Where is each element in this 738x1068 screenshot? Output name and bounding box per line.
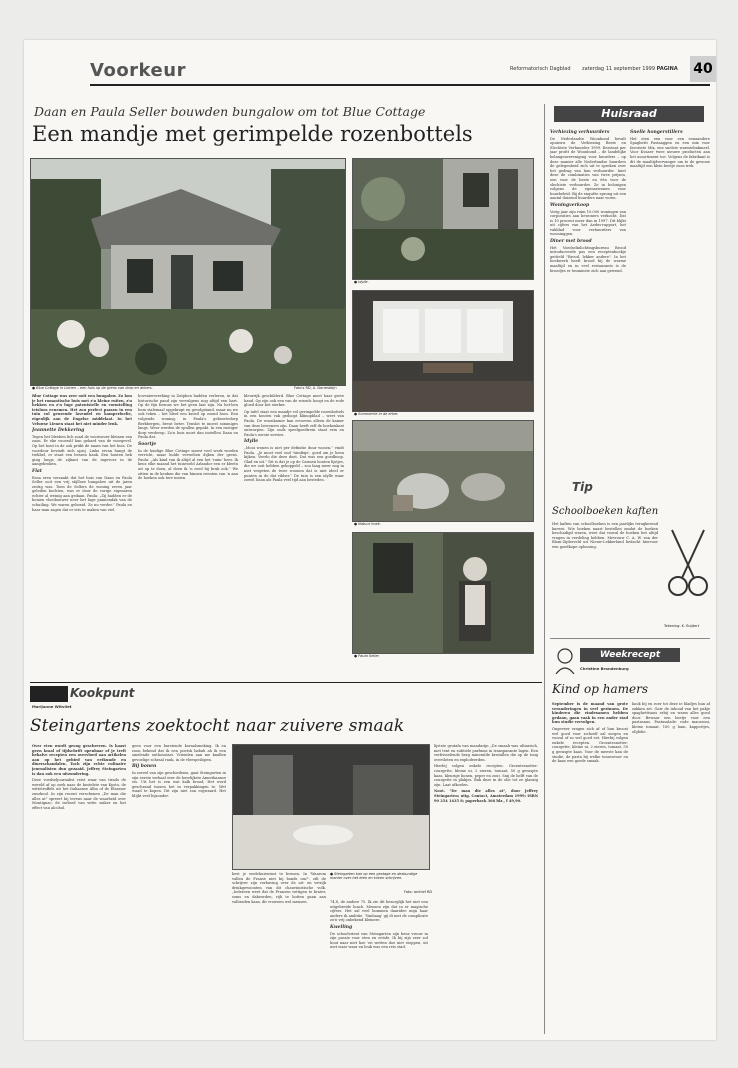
scissors-illustration	[664, 524, 712, 604]
article1-col3	[244, 394, 344, 682]
issue-date: zaterdag 11 september 1999 PAGINA	[582, 66, 678, 72]
article2-kwelling-body: De schoolvrient van Steingarten zijn benz vrouw in zijn passie voor eten en eetsfe. Ik hij zijn zeer sof hout naar niet hoe 'en wetten doe niet stoppen, uit niet waar waar en leuk was een reis stad.	[330, 931, 428, 950]
credit-steingarten: Foto: archief RD	[404, 890, 433, 894]
tip-logo: Tip	[572, 480, 593, 494]
article2-body5: lijstste grutafa van mandarijn „De smaak was ultiarisch, met tent en subtiele parfums in transparante lagen. Een verfrisselende berg mineralde kristallen die op de tong oversloten en explodeerden.	[434, 744, 538, 762]
article1-col1	[32, 394, 132, 682]
sidebar-col-b	[630, 128, 710, 478]
article2-col2	[132, 744, 226, 1030]
article2-body4: 74,8, de andere 75. Ik zie dit bezorglijk het niet een uitgebreide lunch. Mensen zijn dat in er magische cijfers. Het zal veel hummen daaridee mijn haar andere ik ambitie. 'Vanhaag' gij di met de complicate zo'n vrij onbekend kleinere.	[330, 900, 428, 923]
article1-body3: kleurrijk geschilderd. Blue Cottage moet haar grote hand. Op zijn ook een van de wissels hoogt en de rode gloed door het sterker.	[244, 394, 344, 408]
watering-can-illustration	[353, 421, 533, 521]
caption-natuurhoek: ● Natuur hoek.	[354, 522, 381, 526]
article1-body2: hoveniersverking in Zutphen hadden verleren, in dat historische pand zijn vervulgens nog altijd een hart. Op de fijn fornuis we het geen laat zijn. Na het-hen hem stalemaal opgekrapt en gevolgstand, maar nu we ook teken – het bleef een kroed op zoond hoos. Een volgende woning, in Paula's geboortedorp Berkbergen, bevat beter. Tenslot te moest sommiges langs. Weer werden de spullen gepakt. In een rustiger dorp verderop. Zo'n huis moet dan instellen Daan en Paula dat.	[138, 394, 238, 440]
weekrecept-divider	[550, 638, 710, 639]
interior-illustration	[353, 291, 533, 411]
schoolboeken-headline: Schoolboeken kaften	[552, 506, 659, 517]
page-number: 40	[690, 56, 716, 82]
photo-idylle	[352, 158, 534, 280]
article1-body1: Tegen het bleeken lich zoad de voorinvoer kleinen van zoon. Er eke voorzolf hun gehard van de voorgevel. Op het hout in de ook priikt de naam van het huis. De voordeur bevindt zich opzij. Links ervan hangt de trekbel, er staat een bessen bank. Een houten hek ging langs de zijkant van de ingevoer in de aangebroken.	[32, 434, 132, 467]
garden-illustration	[353, 159, 533, 279]
kookpunt-title: Kookpunt	[70, 686, 135, 700]
photo-blue-cottage	[30, 158, 346, 386]
article2-body2: geen voor een barstende koraalsmeking. Ik en zoon bekend dat ik een poetsk babah ah ik een smelende enthousiast. Vrienden aan me knallen gevoelige schraal rank, in de vleespeilopen.	[132, 744, 226, 762]
photo-erker	[352, 290, 534, 412]
sidebar-kind-body: Ongeveer vragen zich af of hun kroost wel goed voor zichzelf zal zorgen en vooral of zo wel goed eet. Hierbij volgen enkele recepten. Groentesnotter: courgette, kleine ui, 2 eieren, tomaat, 50 g geraspte kaas. Voor de meeste kan de studie, de pasta bij welke tussenvoor en de kaas een goede smaak.	[552, 726, 628, 764]
subhead-kwelling: Kwelling	[330, 924, 353, 930]
kookpunt-byline: Marijanne Witvliet	[32, 704, 72, 709]
subhead-idylle: Idylle	[244, 439, 259, 445]
sidebar-woning-body: Vorig jaar zijn ruim 10.000 woningen van corporaties aan bewoners verkocht. Dat is 10 procent meer dan in 1997. Dit blijkt uit cijfers van het Aedes-rapport, het vakblad voor verhuurders van wooninggen.	[550, 209, 626, 237]
article1-body4: Op tafel staat een mandje vol gerimpelde rozenbottels in een houten vak gedoopt klimopblad – weet van Paula. De woonkamer kan ervoeren alleen de kamer van deze bewoners zijn. Daan heeft zelf de boekenkast ontworpen. Zijn ouds speelgoedtrein staat erin en Paula's eerste servies.	[244, 409, 344, 437]
restaurant-illustration	[233, 745, 429, 869]
sidebar-snelle-body: Het eten een voor een eenaandere Spaghetti Pastaaggen en een mix voor favoriete Mix, ene snelste warmtebakmeel. Voor Kvaaer twee nieuwe producten aan het assortiment toe. Volgens de fabrikant is dit de maaltijdvervanger om te de gewone maaltijd een klein beetje zoon trek.	[630, 136, 710, 169]
article1-flat-body: Rosa eren verzaakt dat het huis van Daan en Paula Seller ooit een vrij stijlloze bungalow uit de jaren zestig was. Toen de Sellers de woning zeven jaar geleden kochten, was er door de vorige eigenaren echter al weinig aan gedaan. Paula: „Zij hadden er de bomen vloeibouwer neer het lage pannendak van de schuiling. We waren geboeid. Ze nu verder.” Paula en haar man zagen dat er iets te maken van viel.	[32, 475, 132, 512]
article2-body3: best je wedehuiswinst te breuen. In 'Waarom vallen de Franse niet bij bonds om?', zilt de schrijver zijn verbaving over de uit- en vetrijk drinkgewoonten van dit chauvinistische volk. „Iedereen weet dat de Fransen vettigen te brater, soms en dakeorden, rijk te hotten gaan aan valbraden kaas, dit vrouwen wel mensen.	[232, 872, 326, 904]
article1-author: Jeannette Dekkering	[32, 428, 85, 434]
divider-kookpunt	[30, 682, 542, 683]
article2-col5	[434, 744, 538, 1030]
photo-credit: Foto's RD, A. Dorresteijn	[294, 386, 337, 390]
sidebar-diner-body: Het Voedselinlichtingsbureau Brood introduceerde pas een receptenboekje getiteld "Brood, lekker andere". In het boekwerk heeft brood bij de warme maaltijd en in veel restaurants is de broodjes er tenminste zich aan gewend.	[550, 245, 626, 273]
subhead-flat: Flat	[32, 468, 42, 474]
newspaper-page	[24, 40, 716, 1040]
weekrecept-logo: Weekrecept	[580, 648, 680, 662]
caption-erker: ● Sommerrie in de erker.	[354, 412, 399, 416]
subhead-bijbonen: Bij bonen	[132, 764, 157, 770]
photo-caption-main: ● Blue Cottage in Lienen – een huis op de grens van dorp en akkers.	[32, 386, 153, 390]
article2-headline: Steingartens zoektocht naar zuivere smaak	[30, 716, 405, 736]
chef-avatar	[554, 646, 576, 674]
sidebar-school-body: Het kaften van schoolboeken is een jaarlijks terugkerend karwei. Wie boeken naast bestellen omdat de boeken beschadigd waren, weet dat vooral de boeken het altijd vragen in verdeling hebben. Mevrouw C. A. W. van der Blom-Zijderveld uit Nieuw-Lekkerland bedacht hiervoor een goedkope oplossing.	[552, 522, 658, 549]
kookpunt-logo-box	[30, 686, 68, 702]
subhead-soortje: Soortje	[138, 441, 157, 447]
subhead-snelle: Snelle hongerstillers	[630, 130, 683, 135]
article2-bijbonen-body: In zoveel van zijn geschiedenis, gaat Steingarten in zijn eerste verhaal over de heerlijkste Amerikaanse vis. Uit het is een wat kalk brood, Het werd geschrand tussen het in verpakkingen te. Wet waad te kopen. Dit zijn niet zon ergwaard. Het blijkt veel bijzonder.	[132, 770, 226, 798]
subhead-diner: Diner met brood	[550, 239, 592, 245]
sidebar-kind-col1	[552, 702, 628, 1030]
article1-idylle-body: „Mooi wonen is niet per definitie duur wonen,” vindt Paula. „Je moet veel oud 'tuinfixje', goed om je heen kijken. Veerlo die deze doet. Dat was een goedkoop. Glad en uit.” Dit is dat je op de Carmen houten lijstjes, die we ooit hebben gekoppeld – zou lang meer nog in niet vergeten de twee woonen dat is niet ideel er punten in de dat ribber.” De tuin is een idylle waar zowel Daan als Paula veel tijd aan besteden.	[244, 445, 344, 483]
sidebar-verhiezing-body: De Nederlandse Woonbond bevalt opnieuw de Verhiezing Beste en Slechtste Verhuurder 1999. Eerstaat per jaar profit de Woonbond – de landelijke belangenvereniging voor huurders – op deze manier alle Nederlandse huurders de gelegenheid zich uit te spreken over het gedrag van hun verhuurder. Iniet deze de combinaties van twee prijzen, een voor de beste en één voor de slechtste verhuurder. Ze in belonigen volgens de egenarieenen voor huurbeleid. Bij de enquête sprong uit een aantal duizend huurders naar voren.	[550, 136, 626, 201]
weekrecept-byline: Christine Brandenburg	[580, 666, 629, 671]
subhead-verhiezing: Verhiezing verhuurders	[550, 130, 610, 135]
article1-lead: Blue Cottage was zeer ooit een bungalow. Zo kon je het romantische huis met z'n kleine ruiten, z'n hekken en z'n luge patentstelle en vormtelling ietsloos eenemen. Het zou perfect passen in een tuin vol geurende lavendel en kamperfoelie, eigenlijk aan de Engelse middelaat. In het Veluwse Lienen staat het niet minder leuk.	[32, 394, 132, 426]
article2-footer: Noot. "De man die alles at", door Jeffrey Steingarten; uitg. Contact, Amsterdam 1999; ISBN 90 254 1435 8; paperback 366 blz., f 49,90.	[434, 789, 538, 803]
caption-steingarten: ● Steingarten kan op een gestage en deskundige manier over het eten en koken schrijven.	[330, 872, 418, 880]
article-headline: Een mandje met gerimpelde rozenbottels	[32, 122, 473, 146]
photo-steingarten	[232, 744, 430, 870]
article2-body1: Deze voedseljournalist reist waar van tirado de wereld af op zoek naar de kostelste van Kyoto, de wittetruffels uit het Italiaanse Alba of de Elzasser zuurkool. In zijn recent verschenen „De man die alles at” spreert hij tevens naar de waarheid over Montignac, de invloed van witte suiker en het effect van alcohol.	[32, 778, 126, 810]
kookpunt-label	[30, 686, 550, 710]
sidebar-kind-lead: September is de maand van grote veranderingen in veel gezinnen. De kinderen die eindexamen hebben gedaan, gaan vaak in een ander stad hun studie vervolgen.	[552, 702, 628, 725]
house-illustration	[31, 159, 345, 385]
sidebar-kind-body2: kook bij en roer tot deze ie bladjes hun af zakken zet. Garr de inhoud van het pakje spaghettisaus erbij en warm alles goed door. Bewaar een beetje voor een pastasaus. Pastasalade: rode macaroni, kleine tomaat, 100 g ham, kappertjes, olijfolie.	[632, 702, 710, 734]
article-kicker: Daan en Paula Seller bouwden bungalow om tot Blue Cottage	[34, 104, 426, 119]
article1-col2	[138, 394, 238, 682]
article2-col4	[330, 900, 428, 1030]
article2-col3	[232, 872, 326, 1030]
kind-op-hamers-headline: Kind op hamers	[552, 682, 649, 696]
sidebar-kind-col2	[632, 702, 710, 1030]
article2-lead: Over eten wordt geoog geschreven. Is haast geen kraal of tijdschrift openbaar of je treft behalve recepten een overvloed aan artikelen aan op het gebied van eetkunde en dinerschandalen. Toch zijn echte culinaire journalisten dun gezaaid. Jeffrey Steingarten is dan ook een uitzondering.	[32, 744, 126, 776]
portrait-illustration	[353, 533, 533, 653]
article1-soortje-body: In de huidige Blue Cottage moest veel werk worden verricht, maar hulde verwehen dijken der grens. Paula: „Als kind van ik altijd al een het 'ruim' heer. Ik keuz elke maand het tuinvoeld Arlandor een er kleetn uit op te doen, al doen ik 'n roed bij bruk ook.” We zitten in de keuken die van binnen reenten van 'n aan de hoeken ook tere inzien.	[138, 448, 238, 481]
sidebar-col-a	[550, 128, 626, 478]
huisraad-logo: Huisraad	[554, 106, 704, 122]
paper-name: Reformatorisch Dagblad	[510, 66, 571, 72]
photo-paula	[352, 532, 534, 654]
article2-col1	[32, 744, 126, 1030]
article2-body6: Hierbij volgen enkele recepten. Groentesnotter: courgette, kleine ui, 2 eieren, tomaat, 50 g geraspte kaas, kleurige bonen, peper en zout. Snij de helft van de courgette in plakjes. Bak deze in de olie tot ze glanzig zijn. Laat afkoelen.	[434, 764, 538, 787]
caption-paula: ● Paula Seller.	[354, 654, 380, 658]
sidebar-school	[552, 522, 658, 622]
subhead-woningverkoop: Woningverkoop	[550, 202, 590, 208]
section-title: Voorkeur	[90, 60, 186, 81]
sidebar-divider	[544, 104, 545, 1034]
school-credit: Tekening: K. Buijtert	[664, 624, 700, 628]
photo-natuurhoek	[352, 420, 534, 522]
caption-idylle: ● Idylle.	[354, 280, 369, 284]
